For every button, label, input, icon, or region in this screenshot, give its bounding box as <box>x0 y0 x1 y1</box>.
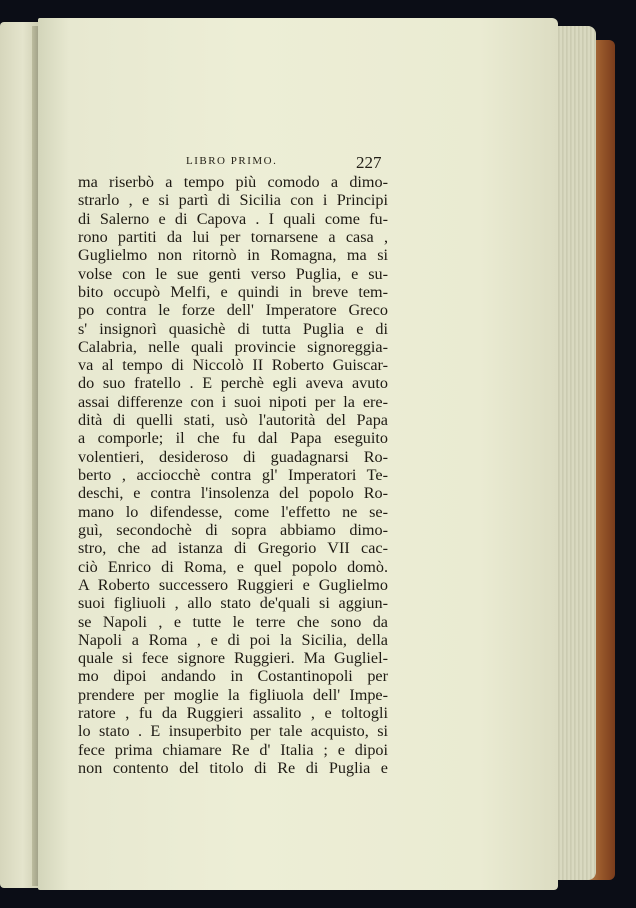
text-line: guì, secondochè di sopra abbiamo dimo- <box>78 520 388 539</box>
text-line: volse con le sue genti verso Puglia, e su- <box>78 264 388 283</box>
text-line: dità di quelli stati, usò l'autorità del Papa <box>78 411 388 430</box>
text-line: ma riserbò a tempo più comodo a dimo- <box>78 173 388 191</box>
text-line: a comporle; il che fu dal Papa eseguito <box>78 429 388 448</box>
text-line: ciò Enrico di Roma, e quel popolo domò. <box>78 557 388 576</box>
text-line: non contento del titolo di Re di Puglia e <box>78 759 388 777</box>
text-line: rono partiti da lui per tornarsene a casa , <box>78 227 388 246</box>
text-line: bito occupò Melfi, e quindi in breve tem- <box>78 282 388 301</box>
text-line: fece prima chiamare Re d' Italia ; e dipoi <box>78 740 388 759</box>
page-number: 227 <box>356 153 382 172</box>
text-line: strarlo , e si partì di Sicilia con i Principi <box>78 191 388 210</box>
text-line: Guglielmo non ritornò in Romagna, ma si <box>78 246 388 265</box>
text-line: po contra le forze dell' Imperatore Greco <box>78 301 388 320</box>
text-line: s' insignorì quasichè di tutta Puglia e di <box>78 319 388 338</box>
book-page <box>38 18 558 890</box>
text-line: suoi figliuoli , allo stato de'quali si aggiun- <box>78 594 388 613</box>
running-head <box>38 153 558 173</box>
text-line: quale si fece signore Ruggieri. Ma Gugliel- <box>78 649 388 668</box>
text-line: prendere per moglie la figliuola dell' Impe- <box>78 685 388 704</box>
text-line: berto , acciocchè contra gl' Imperatori Te- <box>78 466 388 484</box>
text-line: se Napoli , e tutte le terre che sono da <box>78 612 388 631</box>
text-line: do suo fratello . E perchè egli aveva avuto <box>78 374 388 393</box>
text-line: deschi, e contra l'insolenza del popolo Ro- <box>78 484 388 503</box>
text-line: ratore , fu da Ruggieri assalito , e toltogli <box>78 704 388 723</box>
text-line: assai differenze con i suoi nipoti per la ere- <box>78 392 388 411</box>
text-line: lo stato . E insuperbito per tale acquisto, si <box>78 722 388 741</box>
text-line: Calabria, nelle quali provincie signoreggia- <box>78 337 388 356</box>
text-line: volentieri, desideroso di guadagnarsi Ro- <box>78 447 388 466</box>
text-line: mano lo difendesse, come l'effetto ne se- <box>78 502 388 521</box>
text-line: mo dipoi andando in Costantinopoli per <box>78 667 388 686</box>
body-text <box>78 173 388 777</box>
text-line: Napoli a Roma , e di poi la Sicilia, della <box>78 630 388 649</box>
text-line: va al tempo di Niccolò II Roberto Guiscar- <box>78 356 388 375</box>
running-head-title: LIBRO PRIMO. <box>186 155 278 167</box>
text-line: A Roberto successero Ruggieri e Guglielmo <box>78 575 388 594</box>
text-line: di Salerno e di Capova . I quali come fu- <box>78 209 388 228</box>
text-line: stro, che ad istanza di Gregorio VII cac- <box>78 539 388 558</box>
